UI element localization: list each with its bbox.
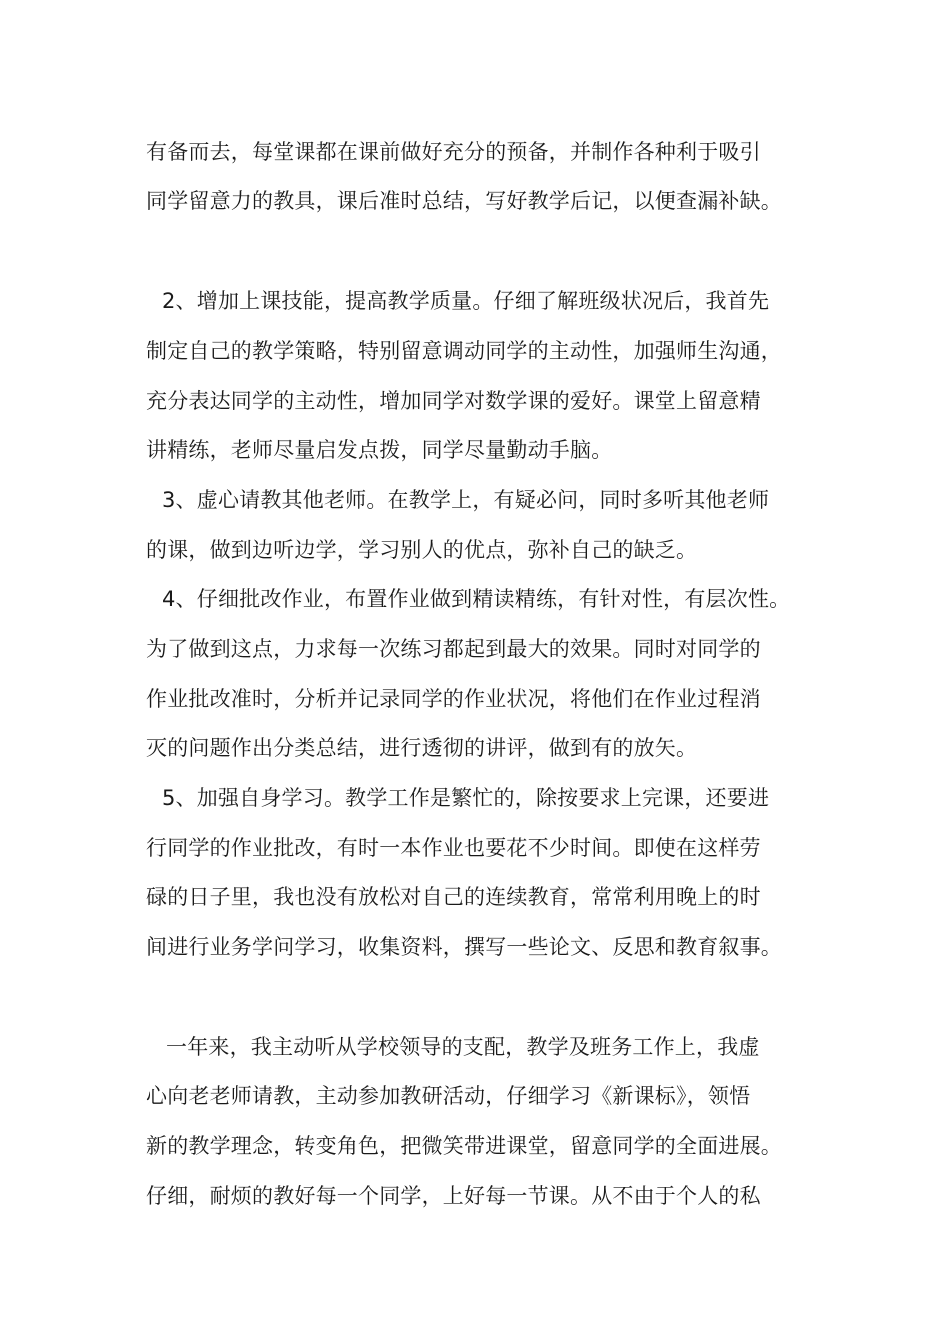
text-line: 的课，做到边听边学，学习别人的优点，弥补自己的缺乏。 [146, 538, 698, 562]
text-line: 行同学的作业批改，有时一本作业也要花不少时间。即使在这样劳 [146, 836, 761, 860]
text-line: 心向老老师请教，主动参加教研活动，仔细学习《新课标》，领悟 [146, 1084, 751, 1108]
text-line: 为了做到这点，力求每一次练习都起到最大的效果。同时对同学的 [146, 637, 761, 661]
text-line: 间进行业务学问学习，收集资料，撰写一些论文、反思和教育叙事。 [146, 935, 782, 959]
text-line: 碌的日子里，我也没有放松对自己的连续教育，常常利用晚上的时 [146, 885, 761, 909]
text-line: 有备而去，每堂课都在课前做好充分的预备，并制作各种利于吸引 [146, 140, 761, 164]
text-line: 充分表达同学的主动性，增加同学对数学课的爱好。课堂上留意精 [146, 389, 761, 413]
text-line: 灭的问题作出分类总结，进行透彻的讲评，做到有的放矢。 [146, 736, 698, 760]
text-line: 制定自己的教学策略，特别留意调动同学的主动性，加强师生沟通， [146, 339, 782, 363]
text-line: 3、虚心请教其他老师。在教学上，有疑必问，同时多听其他老师 [162, 488, 770, 512]
text-line: 讲精练，老师尽量启发点拨，同学尽量勤动手脑。 [146, 438, 613, 462]
text-line: 一年来，我主动听从学校领导的支配，教学及班务工作上，我虚 [166, 1035, 760, 1059]
text-line: 仔细，耐烦的教好每一个同学，上好每一节课。从不由于个人的私 [146, 1184, 761, 1208]
text-line: 5、加强自身学习。教学工作是繁忙的，除按要求上完课，还要进 [162, 786, 770, 810]
text-line: 新的教学理念，转变角色，把微笑带进课堂，留意同学的全面进展。 [146, 1134, 782, 1158]
text-line: 作业批改准时，分析并记录同学的作业状况，将他们在作业过程消 [146, 687, 761, 711]
text-line: 同学留意力的教具，课后准时总结，写好教学后记，以便查漏补缺。 [146, 189, 782, 213]
text-line: 2、增加上课技能，提高教学质量。仔细了解班级状况后，我首先 [162, 289, 770, 313]
text-line: 4、仔细批改作业，布置作业做到精读精练，有针对性，有层次性。 [162, 587, 791, 611]
